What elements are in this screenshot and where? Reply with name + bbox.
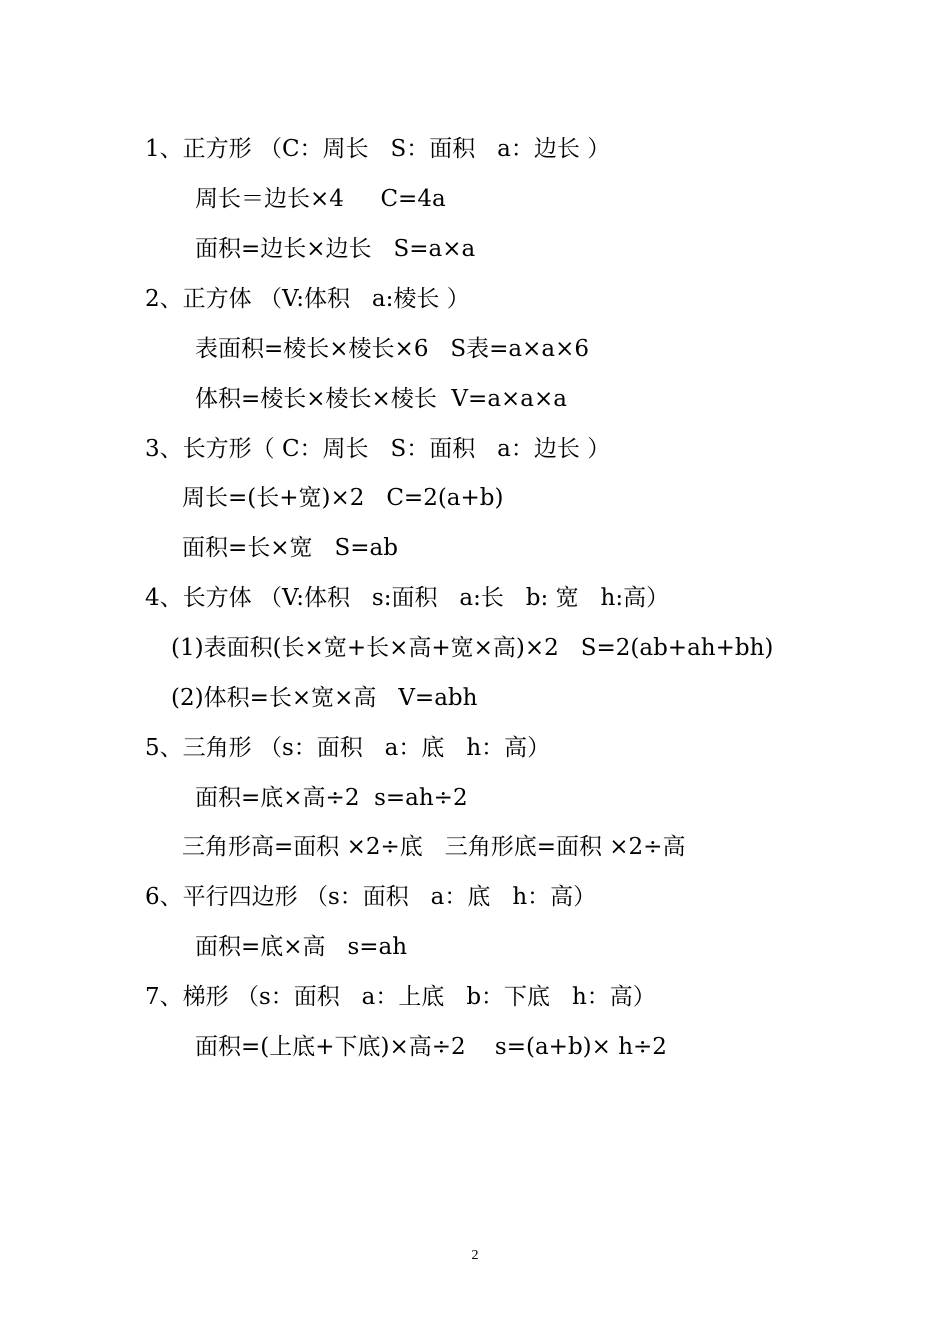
section-5-formula-height-base: 三角形高=面积 ×2÷底 三角形底=面积 ×2÷高 [182, 834, 686, 860]
section-1-heading: 1、正方形 （C：周长 S：面积 a：边长 ） [145, 136, 611, 162]
section-1-formula-area: 面积=边长×边长 S=a×a [195, 236, 476, 262]
section-2-formula-volume: 体积=棱长×棱长×棱长 V=a×a×a [195, 386, 567, 412]
section-3-formula-perimeter: 周长=(长+宽)×2 C=2(a+b) [182, 485, 504, 511]
section-6-heading: 6、平行四边形 （s：面积 a：底 h：高） [145, 884, 597, 910]
section-4-heading: 4、长方体 （V:体积 s:面积 a:长 b: 宽 h:高） [145, 585, 670, 611]
section-1-formula-perimeter: 周长＝边长×4 C=4a [195, 186, 446, 212]
section-5-heading: 5、三角形 （s：面积 a：底 h：高） [145, 735, 551, 761]
section-4-formula-volume: (2)体积=长×宽×高 V=abh [171, 685, 478, 711]
section-2-formula-surface-area: 表面积=棱长×棱长×6 S表=a×a×6 [195, 336, 590, 362]
section-2-heading: 2、正方体 （V:体积 a:棱长 ） [145, 286, 470, 312]
page-number: 2 [471, 1248, 479, 1263]
section-3-formula-area: 面积=长×宽 S=ab [182, 535, 398, 561]
section-7-formula-area: 面积=(上底+下底)×高÷2 s=(a+b)× h÷2 [195, 1034, 667, 1060]
section-6-formula-area: 面积=底×高 s=ah [195, 934, 408, 960]
section-5-formula-area: 面积=底×高÷2 s=ah÷2 [195, 785, 468, 811]
section-3-heading: 3、长方形（ C：周长 S：面积 a：边长 ） [145, 436, 611, 462]
section-7-heading: 7、梯形 （s：面积 a：上底 b：下底 h：高） [145, 984, 656, 1010]
section-4-formula-surface-area: (1)表面积(长×宽+长×高+宽×高)×2 S=2(ab+ah+bh) [171, 635, 774, 661]
